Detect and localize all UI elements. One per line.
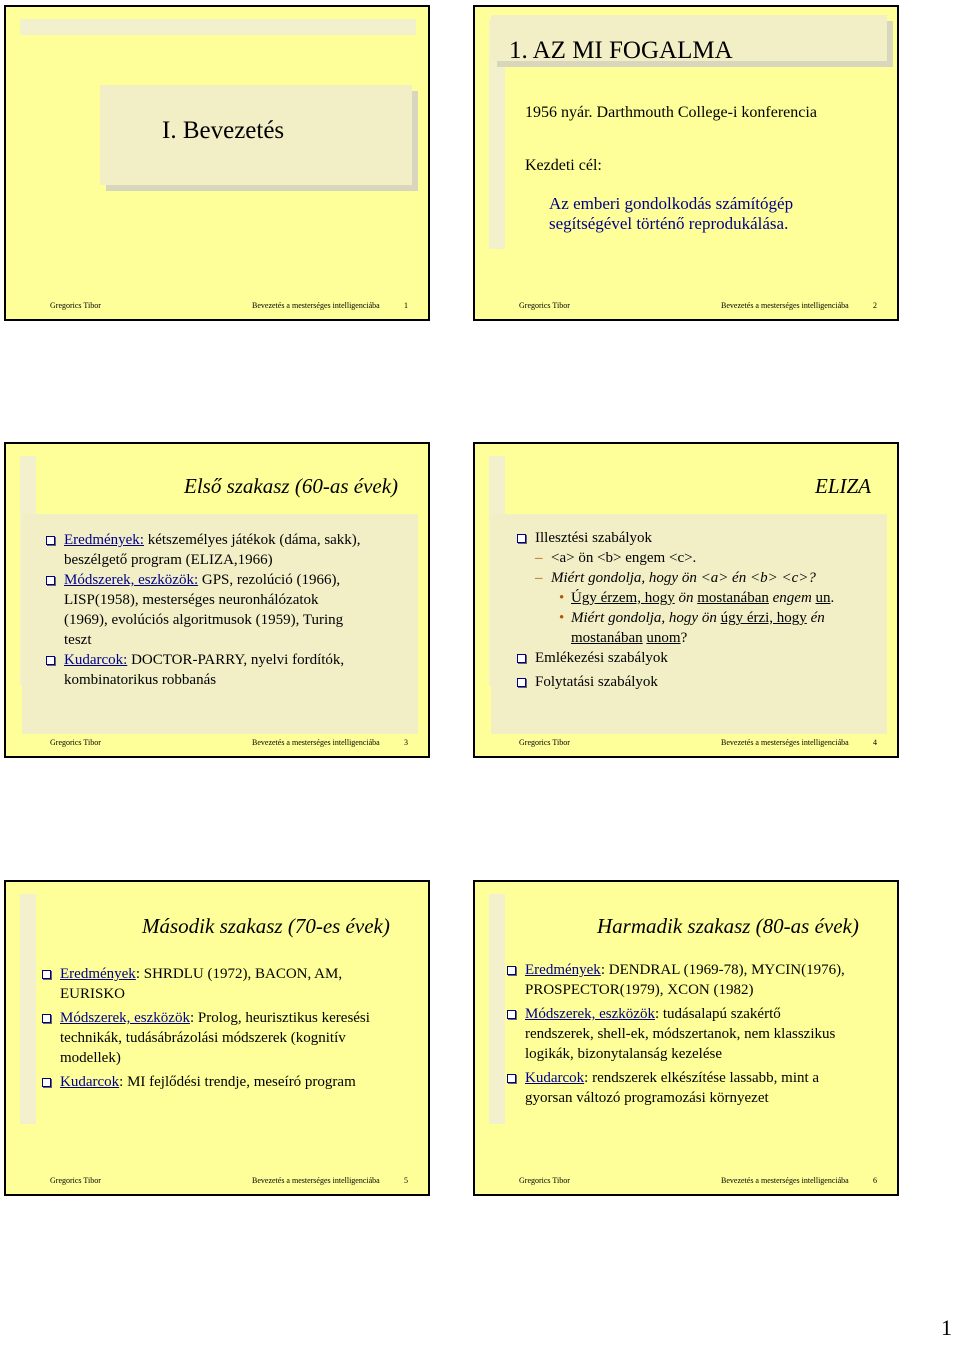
text-segment: engem [768,590,816,606]
checkbox-bullet-icon [46,656,55,665]
slide-5 [4,880,430,1196]
bullet-item [40,1008,420,1068]
bullet-heading: Módszerek, eszközök [60,1010,190,1026]
bullet-heading: Eredmények [60,966,136,982]
slide-body [505,960,895,1108]
sub-sub-item [515,588,895,608]
text-segment: én [806,610,825,626]
checkbox-bullet-icon [517,534,526,543]
footer-author: Gregorics Tibor [50,738,101,747]
footer-slide-number: 5 [404,1176,408,1185]
text-segment: mostanában [697,590,769,606]
bullet-item [44,530,424,570]
bullet-heading: Kudarcok [60,1074,120,1090]
bullet-text: Illesztési szabályok [535,530,653,546]
text-segment: ön [674,590,698,606]
bullet-item [505,960,895,1000]
page-number: 1 [941,1315,952,1340]
checkbox-bullet-icon [507,966,516,975]
checkbox-bullet-icon [42,1014,51,1023]
footer-slide-number: 6 [873,1176,877,1185]
text-segment: ? [680,630,688,646]
checkbox-bullet-icon [517,678,526,687]
bullet-text: gyorsan változó programozási környezet [525,1090,769,1106]
footer-slide-number: 1 [404,301,408,310]
slide-3 [4,442,430,758]
text-segment: un [815,590,831,606]
text-segment: úgy érzi, hogy [720,610,807,626]
bullet-item [40,964,420,1004]
bullet-text: : DENDRAL (1969-78), MYCIN(1976), [600,962,845,978]
footer-author: Gregorics Tibor [519,301,570,310]
bullet-text: : tudásalapú szakértő [654,1006,781,1022]
sub-item [515,548,895,568]
bullet-text: PROSPECTOR(1979), XCON (1982) [525,982,754,998]
bullet-heading: Eredmények [525,962,601,978]
checkbox-bullet-icon [46,576,55,585]
bullet-heading: Módszerek, eszközök [525,1006,655,1022]
slide-body [44,530,424,690]
bullet-text: DOCTOR-PARRY, nyelvi fordítók, [127,652,345,668]
bullet-text: : rendszerek elkészítése lassabb, mint a [584,1070,820,1086]
bullet-text: kombinatorikus robbanás [64,672,217,688]
slide-decoration [20,19,416,35]
slide-4 [473,442,899,758]
bullet-text: modellek) [60,1050,121,1066]
bullet-text: : Prolog, heurisztikus keresési [189,1010,370,1026]
footer-slide-number: 4 [873,738,877,747]
text-segment: . [830,590,835,606]
dot-bullet-icon: • [559,610,565,626]
slide-footer [475,1176,897,1188]
bullet-text: kétszemélyes játékok (dáma, sakk), [143,532,361,548]
bullet-item [515,648,895,668]
bullet-heading: Kudarcok: [64,652,128,668]
text-line: segítségével történő reprodukálása. [549,214,789,233]
checkbox-bullet-icon [46,536,55,545]
checkbox-bullet-icon [42,1078,51,1087]
bullet-text: technikák, tudásábrázolási módszerek (kognitív [60,1030,346,1046]
text-line: Kezdeti cél: [525,157,602,174]
slide-footer [475,301,897,313]
slide-footer [6,738,428,750]
bullet-text: : SHRDLU (1972), BACON, AM, [135,966,343,982]
text-segment: unom [646,630,681,646]
text-segment: Úgy érzem, hogy [571,590,675,606]
slide-footer [6,301,428,313]
dash-bullet-icon: – [535,570,543,586]
bullet-heading: Eredmények: [64,532,144,548]
slide-2 [473,5,899,321]
bullet-text: beszélgető program (ELIZA,1966) [64,552,273,568]
sub-sub-item [515,608,895,648]
slide-footer [6,1176,428,1188]
slide-1 [4,5,430,321]
bullet-item [515,672,895,692]
footer-slide-number: 3 [404,738,408,747]
footer-author: Gregorics Tibor [519,1176,570,1185]
slide-footer [475,738,897,750]
bullet-item [44,650,424,690]
bullet-text: teszt [64,632,92,648]
bullet-heading: Módszerek, eszközök: [64,572,199,588]
slide-decoration [20,894,36,1124]
sub-item [515,568,895,588]
footer-course: Bevezetés a mesterséges intelligenciába [721,738,849,747]
dot-bullet-icon: • [559,590,565,606]
slide-title: 1. AZ MI FOGALMA [509,37,733,64]
checkbox-bullet-icon [507,1010,516,1019]
checkbox-bullet-icon [517,654,526,663]
sub-text: Miért gondolja, hogy ön <a> én <b> <c>? [551,570,816,586]
text-segment: mostanában [571,630,643,646]
slide-title: I. Bevezetés [162,117,285,144]
bullet-item [40,1072,420,1092]
bullet-text: GPS, rezolúció (1966), [198,572,341,588]
slide-6 [473,880,899,1196]
text-segment: Miért gondolja, hogy ön [571,610,721,626]
slide-body [525,103,817,234]
checkbox-bullet-icon [42,970,51,979]
slide-body [40,964,420,1092]
bullet-text: rendszerek, shell-ek, módszertanok, nem klasszikus [525,1026,836,1042]
slide-title: ELIZA [815,474,872,498]
text-line: Az emberi gondolkodás számítógép [549,194,794,213]
bullet-text: Emlékezési szabályok [535,650,668,666]
bullet-text: logikák, bizonytalanság kezelése [525,1046,723,1062]
footer-author: Gregorics Tibor [50,301,101,310]
slide-title: Első szakasz (60-as évek) [184,474,399,498]
footer-course: Bevezetés a mesterséges intelligenciába [721,1176,849,1185]
dash-bullet-icon: – [535,550,543,566]
footer-course: Bevezetés a mesterséges intelligenciába [252,301,380,310]
bullet-item [505,1068,895,1108]
footer-slide-number: 2 [873,301,877,310]
bullet-text: LISP(1958), mesterséges neuronhálózatok [64,592,319,608]
footer-course: Bevezetés a mesterséges intelligenciába [252,1176,380,1185]
text-line: 1956 nyár. Darthmouth College-i konferencia [525,104,817,121]
bullet-text: (1969), evolúciós algoritmusok (1959), Turing [64,612,344,628]
footer-course: Bevezetés a mesterséges intelligenciába [721,301,849,310]
bullet-text: : MI fejlődési trendje, meseíró program [119,1074,356,1090]
slide-title: Második szakasz (70-es évek) [142,914,390,938]
footer-course: Bevezetés a mesterséges intelligenciába [252,738,380,747]
bullet-text: EURISKO [60,986,126,1002]
footer-author: Gregorics Tibor [519,738,570,747]
sub-text: <a> ön <b> engem <c>. [551,550,697,566]
checkbox-bullet-icon [507,1074,516,1083]
bullet-heading: Kudarcok [525,1070,585,1086]
slide-body [515,528,895,692]
slide-title: Harmadik szakasz (80-as évek) [597,914,859,938]
bullet-text: Folytatási szabályok [535,674,658,690]
bullet-item [505,1004,895,1064]
slide-decoration [489,894,505,1124]
footer-author: Gregorics Tibor [50,1176,101,1185]
bullet-item [44,570,424,650]
bullet-item [515,528,895,548]
